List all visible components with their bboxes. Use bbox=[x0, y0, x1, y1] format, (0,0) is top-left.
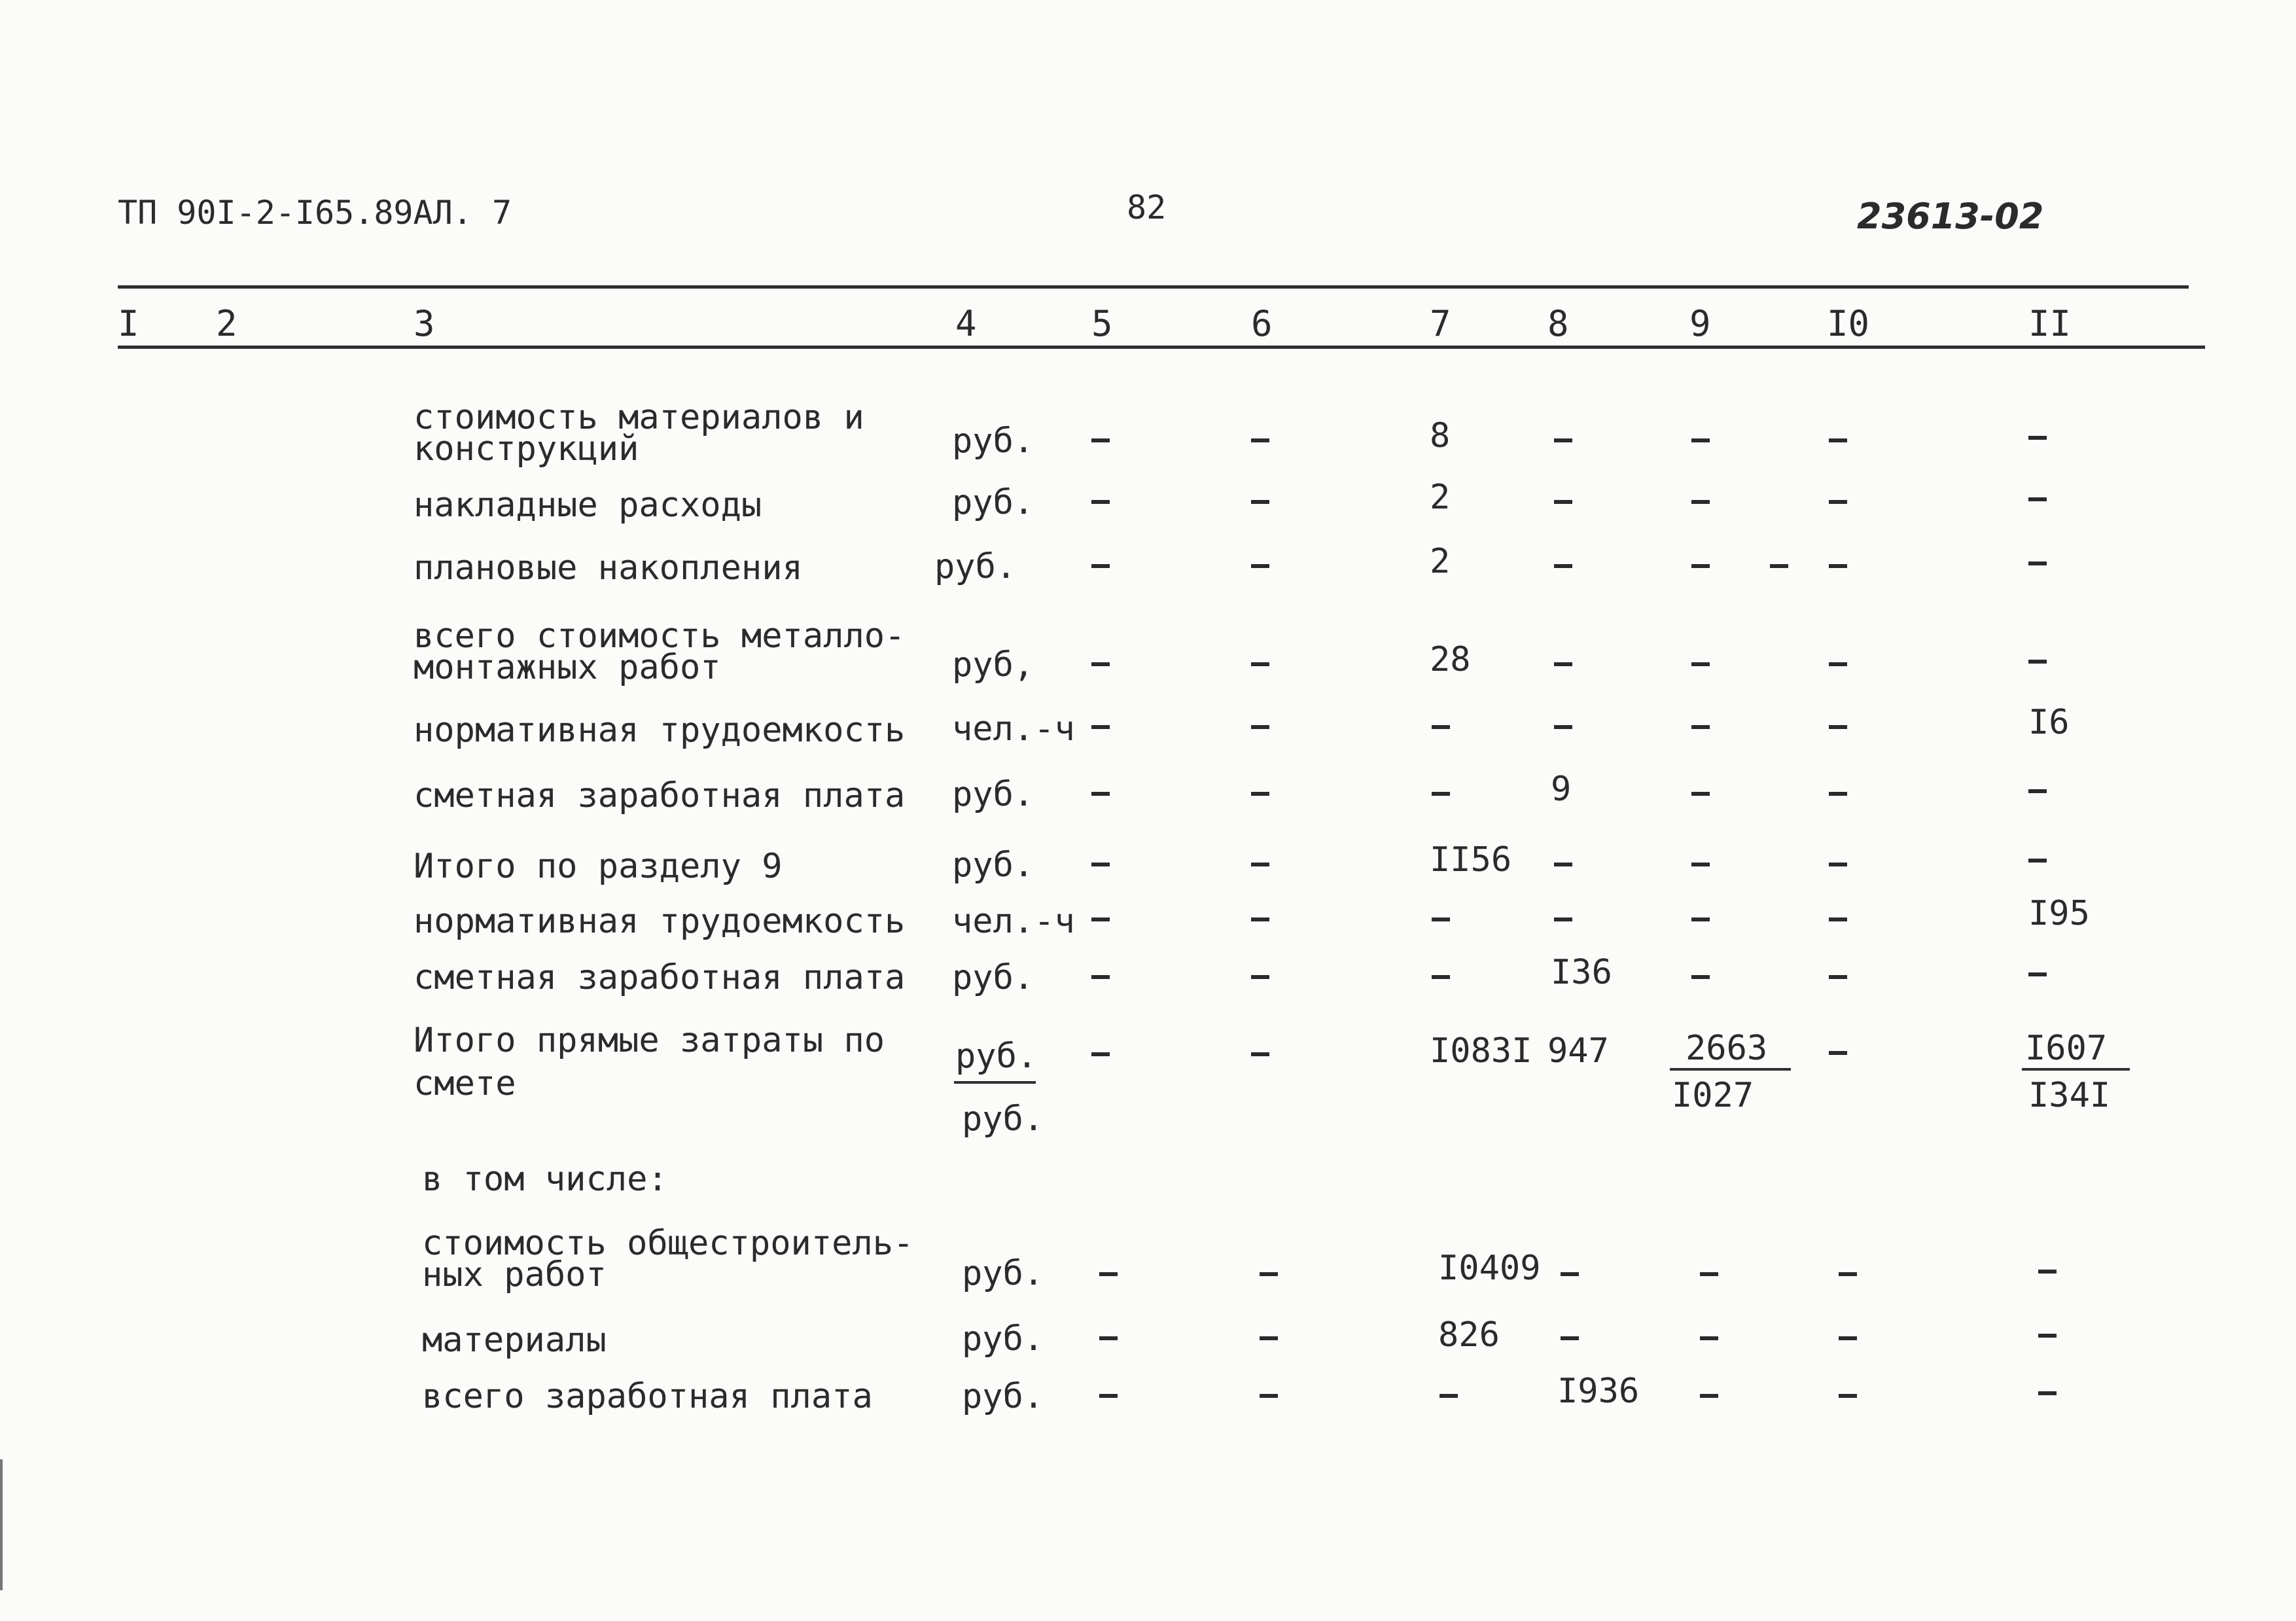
column-number-4: 4 bbox=[955, 303, 977, 344]
dash-mark bbox=[1251, 725, 1269, 729]
dash-mark bbox=[1439, 1394, 1458, 1398]
column-number-7: 7 bbox=[1430, 303, 1451, 344]
value-cell-col7: 8 bbox=[1430, 416, 1451, 455]
dash-mark bbox=[1091, 917, 1110, 921]
dash-mark bbox=[1099, 1394, 1118, 1398]
dash-mark bbox=[1251, 564, 1269, 568]
dash-mark bbox=[2028, 436, 2047, 440]
dash-mark bbox=[1091, 1052, 1110, 1056]
row-label-cont: конструкций bbox=[414, 429, 639, 469]
dash-mark bbox=[1691, 500, 1710, 504]
row-label: Итого по разделу 9 bbox=[414, 847, 783, 886]
row-label: плановые накопления bbox=[414, 548, 803, 588]
row-label: нормативная трудоемкость bbox=[414, 711, 906, 750]
dash-mark bbox=[1251, 863, 1269, 866]
dash-mark bbox=[2038, 1391, 2057, 1395]
dash-mark bbox=[1260, 1272, 1278, 1276]
row-label: Итого прямые затраты по bbox=[414, 1021, 885, 1060]
dash-mark bbox=[1691, 975, 1710, 979]
dash-mark bbox=[1691, 792, 1710, 796]
dash-mark bbox=[1691, 438, 1710, 442]
dash-mark bbox=[1251, 500, 1269, 504]
dash-mark bbox=[1091, 564, 1110, 568]
unit-cell: руб. bbox=[952, 775, 1034, 814]
dash-mark bbox=[1251, 975, 1269, 979]
value-cell-col8: I936 bbox=[1557, 1372, 1640, 1411]
dash-mark bbox=[1554, 917, 1572, 921]
document-code: ТП 90I-2-I65.89АЛ. 7 bbox=[118, 194, 512, 232]
dash-mark bbox=[1260, 1336, 1278, 1340]
value-cell-col11-numerator: I607 bbox=[2025, 1029, 2108, 1068]
value-cell-col7: 28 bbox=[1430, 640, 1471, 679]
dash-mark bbox=[1091, 975, 1110, 979]
column-number-8: 8 bbox=[1547, 303, 1569, 344]
row-label: сметная заработная плата bbox=[414, 776, 906, 815]
dash-mark bbox=[1691, 662, 1710, 666]
row-label: всего стоимость металло- bbox=[414, 616, 906, 656]
dash-mark bbox=[1829, 863, 1847, 866]
dash-mark bbox=[1432, 917, 1450, 921]
value-cell-col7: 826 bbox=[1438, 1315, 1500, 1355]
dash-mark bbox=[1432, 975, 1450, 979]
value-cell-col8: 947 bbox=[1547, 1031, 1609, 1071]
dash-mark bbox=[2028, 660, 2047, 664]
dash-mark bbox=[2028, 859, 2047, 863]
section-label: в том числе: bbox=[422, 1160, 668, 1199]
dash-mark bbox=[1700, 1272, 1718, 1276]
dash-mark bbox=[1251, 662, 1269, 666]
dash-mark bbox=[1829, 500, 1847, 504]
dash-mark bbox=[1554, 564, 1572, 568]
unit-cell: руб. bbox=[962, 1377, 1044, 1416]
value-cell-col9-denominator: I027 bbox=[1672, 1076, 1754, 1115]
dash-mark bbox=[1691, 917, 1710, 921]
dash-mark bbox=[1091, 725, 1110, 729]
unit-cell: руб. bbox=[962, 1319, 1044, 1359]
dash-mark bbox=[1691, 863, 1710, 866]
column-number-6: 6 bbox=[1251, 303, 1273, 344]
dash-mark bbox=[1829, 1051, 1847, 1055]
dash-mark bbox=[1839, 1394, 1857, 1398]
row-label: сметная заработная плата bbox=[414, 958, 906, 997]
column-number-11: II bbox=[2028, 303, 2072, 344]
dash-mark bbox=[2028, 972, 2047, 976]
row-label: накладные расходы bbox=[414, 486, 762, 525]
value-cell-col11: I95 bbox=[2028, 894, 2090, 933]
dash-mark bbox=[1099, 1336, 1118, 1340]
value-cell-col9-numerator: 2663 bbox=[1686, 1029, 1768, 1068]
page-number: 82 bbox=[1127, 188, 1167, 226]
dash-mark bbox=[1091, 438, 1110, 442]
row-label-cont: ных работ bbox=[422, 1255, 607, 1294]
dash-mark bbox=[1829, 662, 1847, 666]
row-label: материалы bbox=[422, 1321, 607, 1360]
fraction-bar bbox=[2022, 1068, 2130, 1071]
dash-mark bbox=[1829, 975, 1847, 979]
dash-mark bbox=[1091, 863, 1110, 866]
dash-mark bbox=[1091, 500, 1110, 504]
table-header-rule bbox=[118, 346, 2205, 349]
dash-mark bbox=[1700, 1336, 1718, 1340]
dash-mark bbox=[1829, 725, 1847, 729]
dash-mark bbox=[1829, 438, 1847, 442]
dash-mark bbox=[1251, 1052, 1269, 1056]
document-stamp: 23613-02 bbox=[1857, 196, 2044, 237]
dash-mark bbox=[1829, 917, 1847, 921]
dash-mark bbox=[2028, 789, 2047, 793]
dash-mark bbox=[1554, 725, 1572, 729]
column-number-2: 2 bbox=[216, 303, 238, 344]
table-top-rule bbox=[118, 285, 2189, 289]
value-cell-col7: 2 bbox=[1430, 542, 1451, 581]
column-number-10: I0 bbox=[1827, 303, 1870, 344]
row-label: стоимость материалов и bbox=[414, 398, 864, 437]
column-number-3: 3 bbox=[414, 303, 435, 344]
row-label: стоимость общестроитель- bbox=[422, 1224, 914, 1263]
fraction-bar bbox=[1670, 1068, 1791, 1071]
unit-cell: руб. bbox=[952, 846, 1034, 885]
value-cell-col8: I36 bbox=[1551, 953, 1612, 992]
dash-mark bbox=[2028, 497, 2047, 501]
column-number-5: 5 bbox=[1091, 303, 1113, 344]
unit-cell: руб. bbox=[962, 1254, 1044, 1293]
dash-mark bbox=[1829, 564, 1847, 568]
unit-cell: руб. bbox=[955, 1037, 1038, 1076]
unit-cell: руб, bbox=[952, 645, 1034, 685]
dash-mark bbox=[1099, 1272, 1118, 1276]
dash-mark bbox=[1554, 500, 1572, 504]
row-label-cont: монтажных работ bbox=[414, 648, 721, 687]
fraction-bar bbox=[954, 1081, 1036, 1084]
dash-mark bbox=[1432, 725, 1450, 729]
unit-cell: чел.-ч bbox=[952, 902, 1075, 941]
dash-mark bbox=[1839, 1272, 1857, 1276]
scan-margin-line bbox=[0, 1459, 3, 1590]
value-cell-col8: 9 bbox=[1551, 770, 1572, 809]
value-cell-col7: 2 bbox=[1430, 478, 1451, 517]
dash-mark bbox=[1251, 792, 1269, 796]
dash-mark bbox=[1561, 1272, 1579, 1276]
dash-mark bbox=[2038, 1270, 2057, 1274]
value-cell-col11-denominator: I34I bbox=[2028, 1076, 2111, 1115]
dash-mark bbox=[1770, 564, 1788, 568]
unit-cell: руб. bbox=[952, 958, 1034, 997]
unit-cell: руб. bbox=[952, 483, 1034, 522]
dash-mark bbox=[1554, 863, 1572, 866]
value-cell-col7: I083I bbox=[1430, 1031, 1532, 1071]
dash-mark bbox=[1554, 438, 1572, 442]
dash-mark bbox=[1691, 725, 1710, 729]
dash-mark bbox=[1561, 1336, 1579, 1340]
dash-mark bbox=[1091, 792, 1110, 796]
dash-mark bbox=[1839, 1336, 1857, 1340]
dash-mark bbox=[1091, 662, 1110, 666]
row-label-cont: смете bbox=[414, 1064, 516, 1103]
dash-mark bbox=[1251, 917, 1269, 921]
value-cell-col7: I0409 bbox=[1438, 1249, 1541, 1288]
dash-mark bbox=[1700, 1394, 1718, 1398]
dash-mark bbox=[1691, 564, 1710, 568]
dash-mark bbox=[1260, 1394, 1278, 1398]
unit-cell: руб. bbox=[934, 547, 1017, 586]
column-number-9: 9 bbox=[1689, 303, 1711, 344]
dash-mark bbox=[2028, 561, 2047, 565]
column-number-1: I bbox=[118, 303, 139, 344]
unit-cell-denominator: руб. bbox=[962, 1099, 1044, 1139]
row-label: всего заработная плата bbox=[422, 1377, 873, 1416]
dash-mark bbox=[1251, 438, 1269, 442]
unit-cell: чел.-ч bbox=[952, 709, 1075, 749]
dash-mark bbox=[1432, 792, 1450, 796]
value-cell-col11: I6 bbox=[2028, 703, 2070, 742]
value-cell-col7: II56 bbox=[1430, 840, 1512, 880]
unit-cell: руб. bbox=[952, 421, 1034, 461]
dash-mark bbox=[2038, 1334, 2057, 1338]
row-label: нормативная трудоемкость bbox=[414, 902, 906, 941]
dash-mark bbox=[1829, 792, 1847, 796]
dash-mark bbox=[1554, 662, 1572, 666]
